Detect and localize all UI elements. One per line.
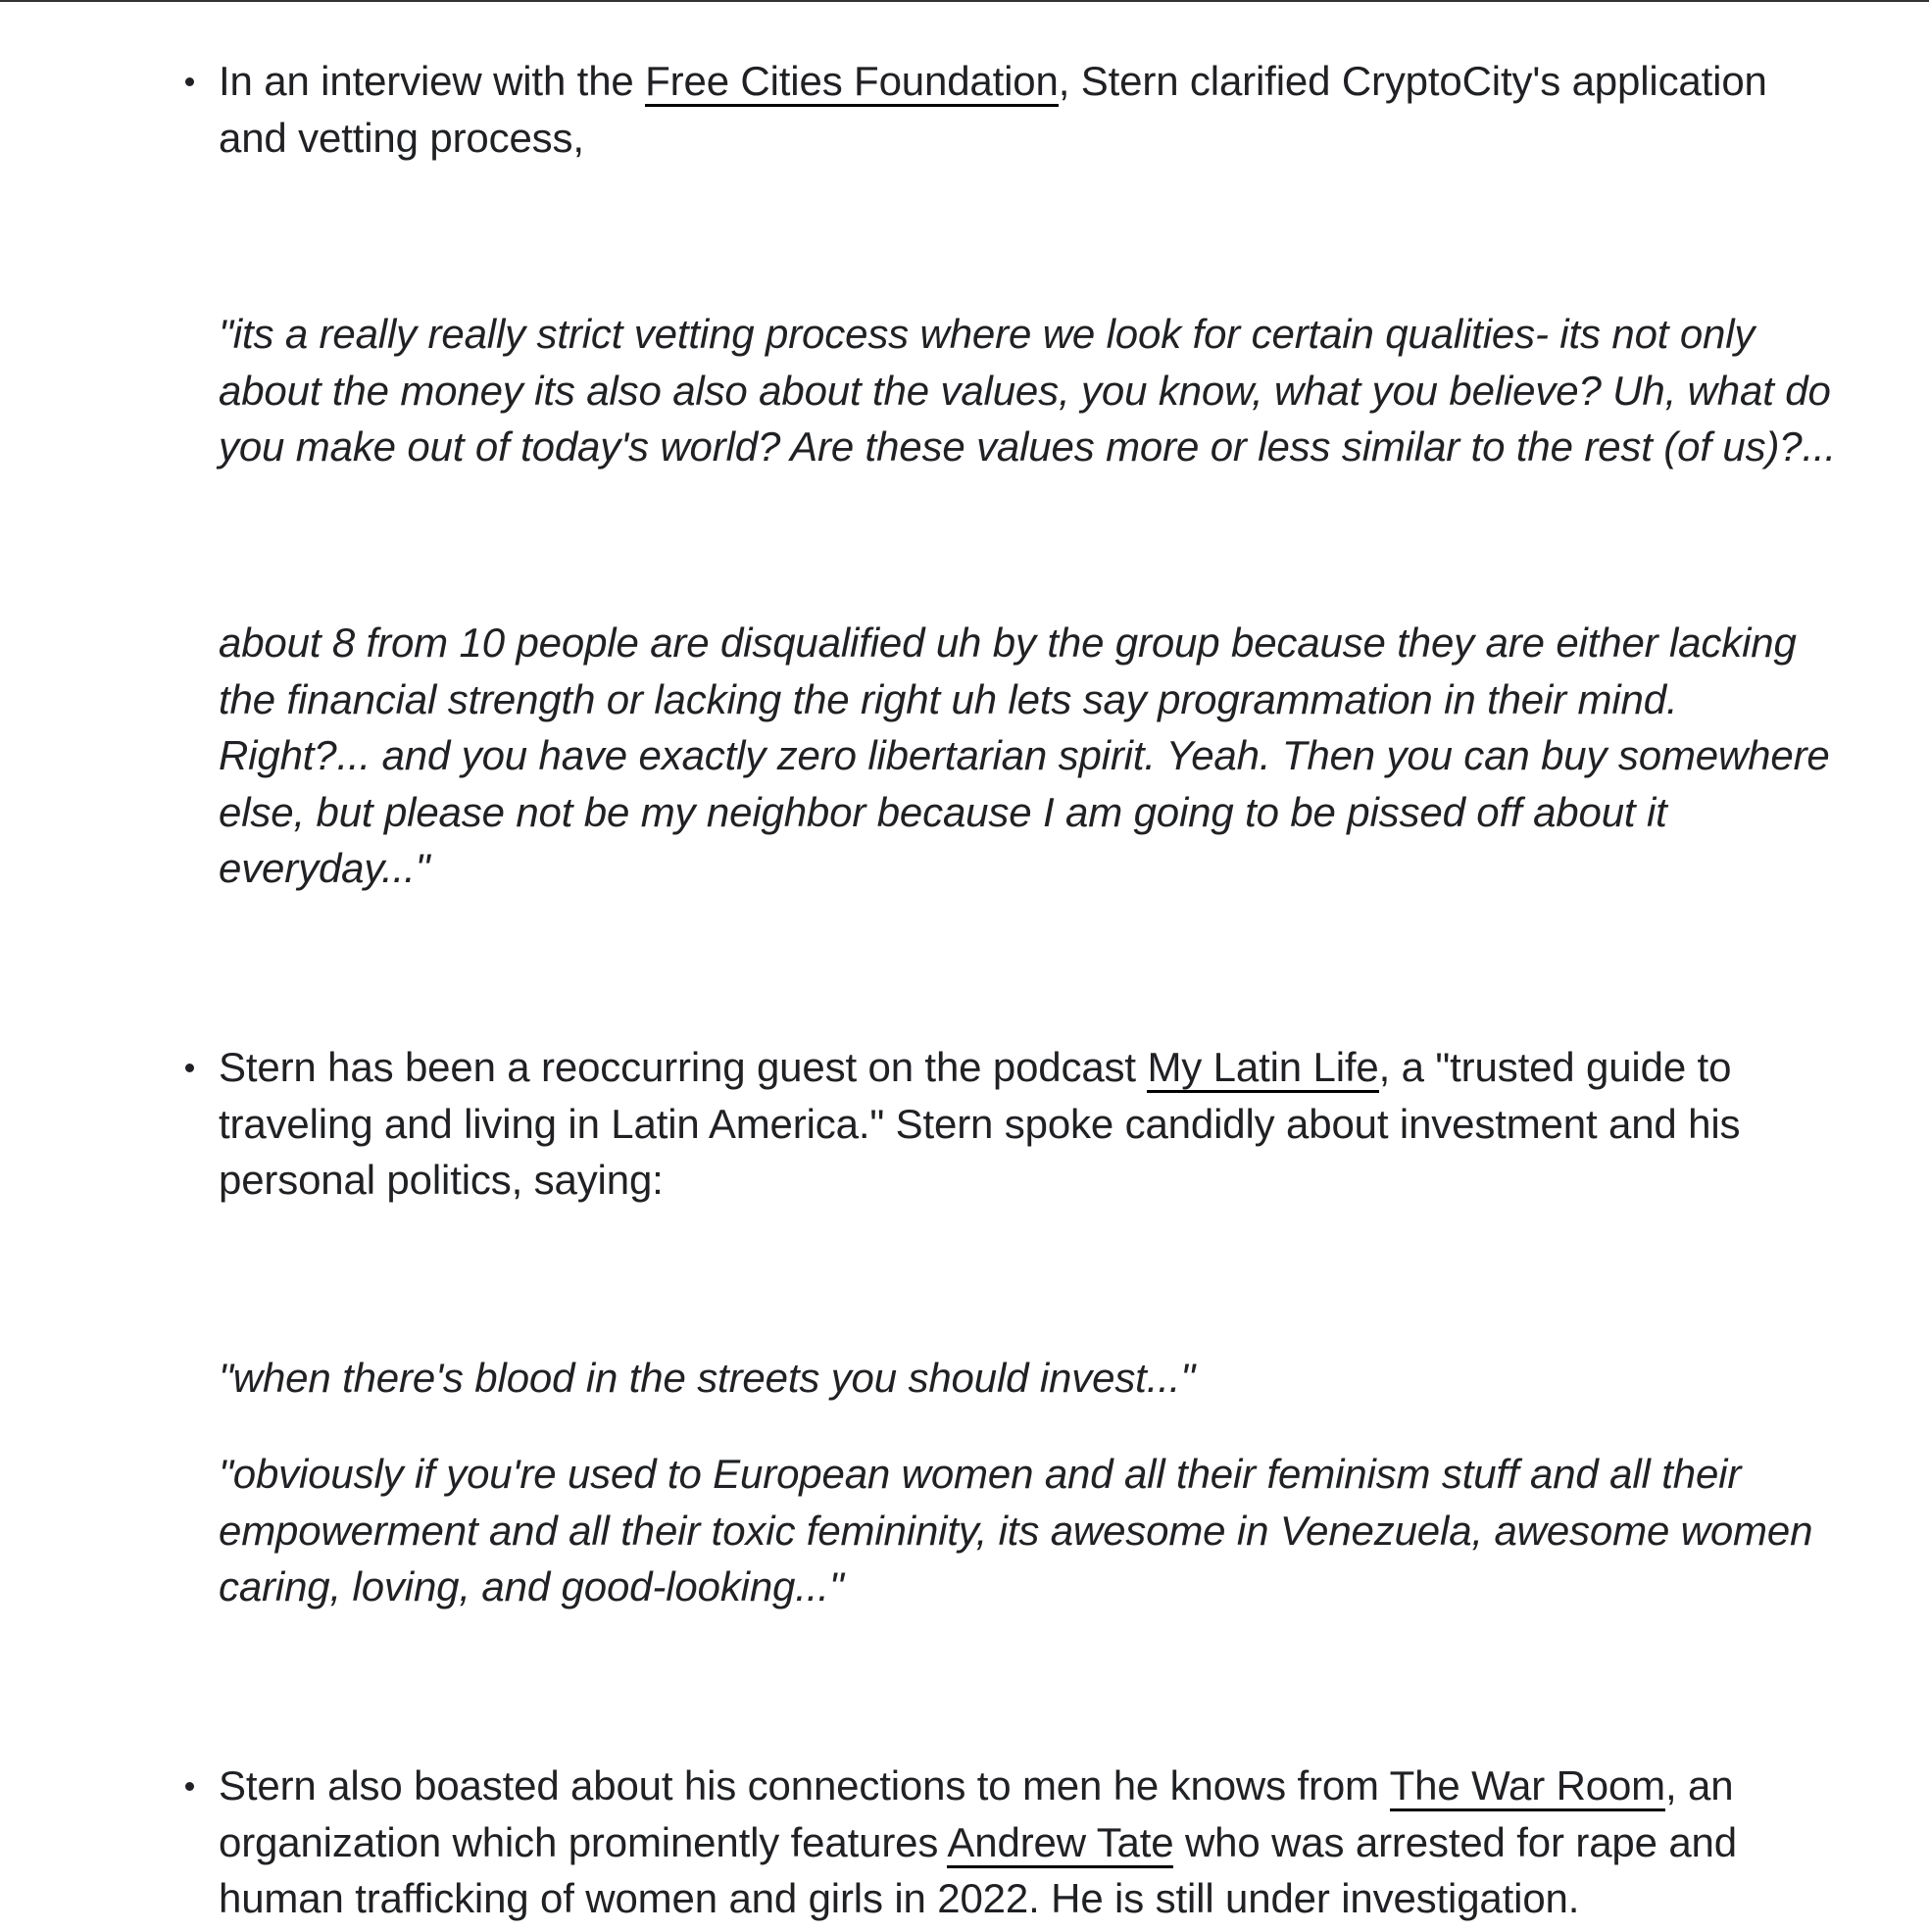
bullet-icon [179,53,199,110]
text-line [219,1096,1885,1153]
list-item [219,53,1885,166]
body-text: Stern also boasted about his connections to men he knows from [219,1762,1390,1808]
quote-block [219,1350,1885,1407]
inline-link[interactable]: The War Room [1390,1762,1665,1811]
quote-line: empowerment and all their toxic femininity, its awesome in Venezuela, awesome women [219,1507,1813,1554]
bullet-icon [179,1039,199,1096]
list-item [219,1039,1885,1209]
quote-line: Right?... and you have exactly zero libertarian spirit. Yeah. Then you can buy somewhere [219,732,1830,779]
body-text: traveling and living in Latin America." Stern spoke candidly about investment and his [219,1100,1741,1147]
quote-line: the financial strength or lacking the right uh lets say programmation in their mind. [219,675,1678,722]
bullet-icon [179,1758,199,1814]
body-text: and vetting process, [219,114,584,161]
top-border [0,0,1929,2]
quote-block [219,1446,1885,1615]
quote-line: "when there's blood in the streets you should invest..." [219,1355,1196,1401]
text-line [219,53,1885,110]
quote-line: about 8 from 10 people are disqualified uh by the group because they are either lacking [219,619,1797,666]
quote-line: about the money its also also about the values, you know, what you believe? Uh, what do [219,367,1831,414]
text-line [219,1758,1885,1814]
text-line [219,1870,1885,1927]
text-line [219,110,1885,167]
inline-link[interactable]: Free Cities Foundation [645,58,1059,107]
body-text: , an [1665,1762,1734,1808]
inline-link[interactable]: Andrew Tate [947,1819,1173,1868]
body-text: In an interview with the [219,58,646,104]
quote-line: "its a really really strict vetting process where we look for certain qualities- its not only [219,311,1756,357]
inline-link[interactable]: My Latin Life [1147,1044,1378,1093]
quote-line: everyday..." [219,845,430,892]
body-text: who was arrested for rape and [1173,1818,1737,1865]
quote-block [219,615,1885,897]
list-item [219,1758,1885,1927]
text-line [219,1039,1885,1096]
quote-line: "obviously if you're used to European women and all their feminism stuff and all their [219,1451,1742,1497]
text-line [219,1814,1885,1871]
body-text: , a "trusted guide to [1378,1044,1732,1090]
body-text: organization which prominently features [219,1818,948,1865]
text-line [219,1152,1885,1209]
quote-block [219,306,1885,475]
body-text: , Stern clarified CryptoCity's application [1058,58,1767,104]
body-text: Stern has been a reoccurring guest on the podcast [219,1044,1148,1090]
quote-line: else, but please not be my neighbor because I am going to be pissed off about it [219,788,1667,835]
quote-line: caring, loving, and good-looking..." [219,1563,844,1610]
quote-line: you make out of today's world? Are these values more or less similar to the rest (of us)?... [219,423,1837,471]
body-text: personal politics, saying: [219,1157,664,1204]
body-text: human trafficking of women and girls in 2022. He is still under investigation. [219,1875,1580,1922]
